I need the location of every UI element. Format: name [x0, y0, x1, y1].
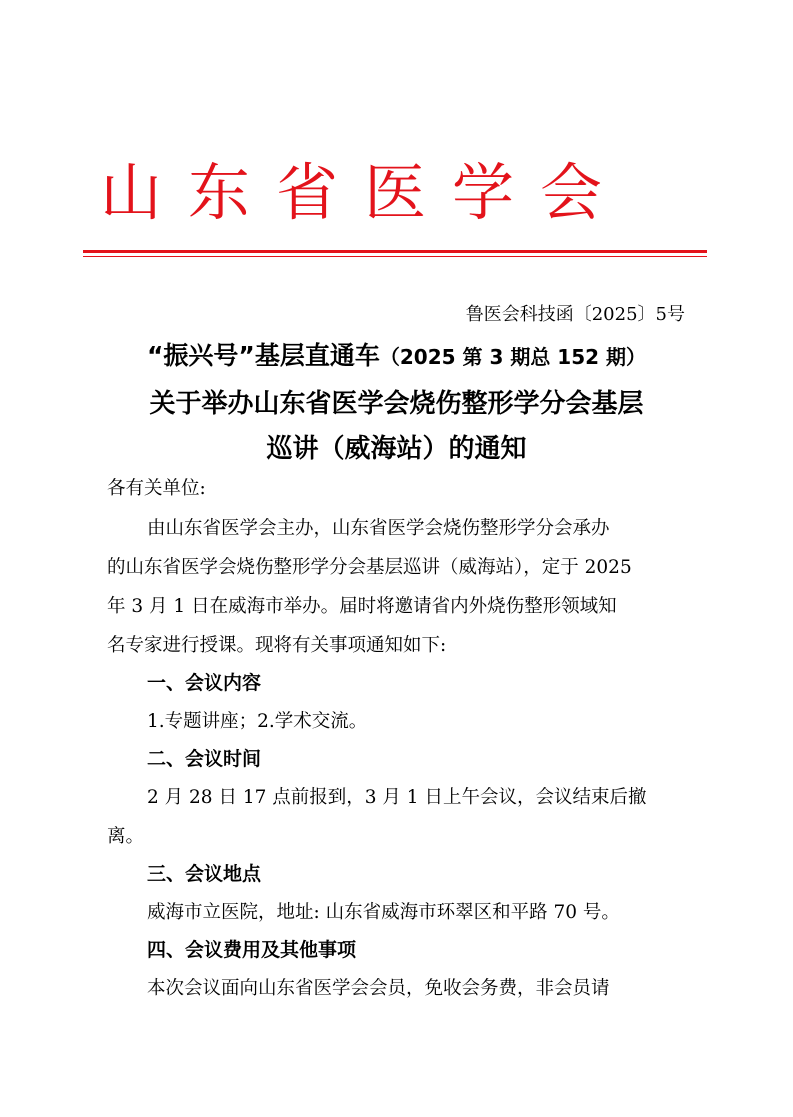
section-heading: 四、会议费用及其他事项 — [147, 939, 357, 961]
document-number: 鲁医会科技函〔2025〕5号 — [465, 304, 685, 325]
intro-line: 的山东省医学会烧伤整形学分会基层巡讲（威海站），定于 2025 — [107, 557, 632, 578]
section-heading: 一、会议内容 — [147, 672, 262, 694]
section-line: 1.专题讲座；2.学术交流。 — [147, 711, 368, 732]
section-heading: 三、会议地点 — [147, 863, 262, 885]
title-line-1 — [100, 336, 693, 372]
header-rule-thin — [83, 256, 707, 257]
intro-line: 年 3 月 1 日在威海市举办。届时将邀请省内外烧伤整形领域知 — [107, 596, 617, 617]
section-line: 2 月 28 日 17 点前报到，3 月 1 日上午会议，会议结束后撤 — [147, 787, 647, 808]
title-main: “振兴号”基层直通车 — [146, 341, 380, 370]
intro-line: 名专家进行授课。现将有关事项通知如下: — [107, 635, 447, 656]
section-line: 离。 — [107, 826, 145, 847]
section-line: 本次会议面向山东省医学会会员，免收会务费，非会员请 — [147, 978, 610, 999]
salutation: 各有关单位: — [107, 478, 206, 499]
title-line-3: 巡讲（威海站）的通知 — [266, 434, 527, 464]
section-heading: 二、会议时间 — [147, 748, 262, 770]
title-issue: （2025 第 3 期总 152 期） — [379, 345, 647, 369]
title-line-2: 关于举办山东省医学会烧伤整形学分会基层 — [149, 389, 644, 419]
section-line: 威海市立医院，地址: 山东省威海市环翠区和平路 70 号。 — [147, 902, 620, 923]
intro-line: 由山东省医学会主办，山东省医学会烧伤整形学分会承办 — [147, 518, 610, 539]
header-rule-thick — [83, 250, 707, 253]
org-header: 山东省医学会 — [100, 156, 629, 229]
